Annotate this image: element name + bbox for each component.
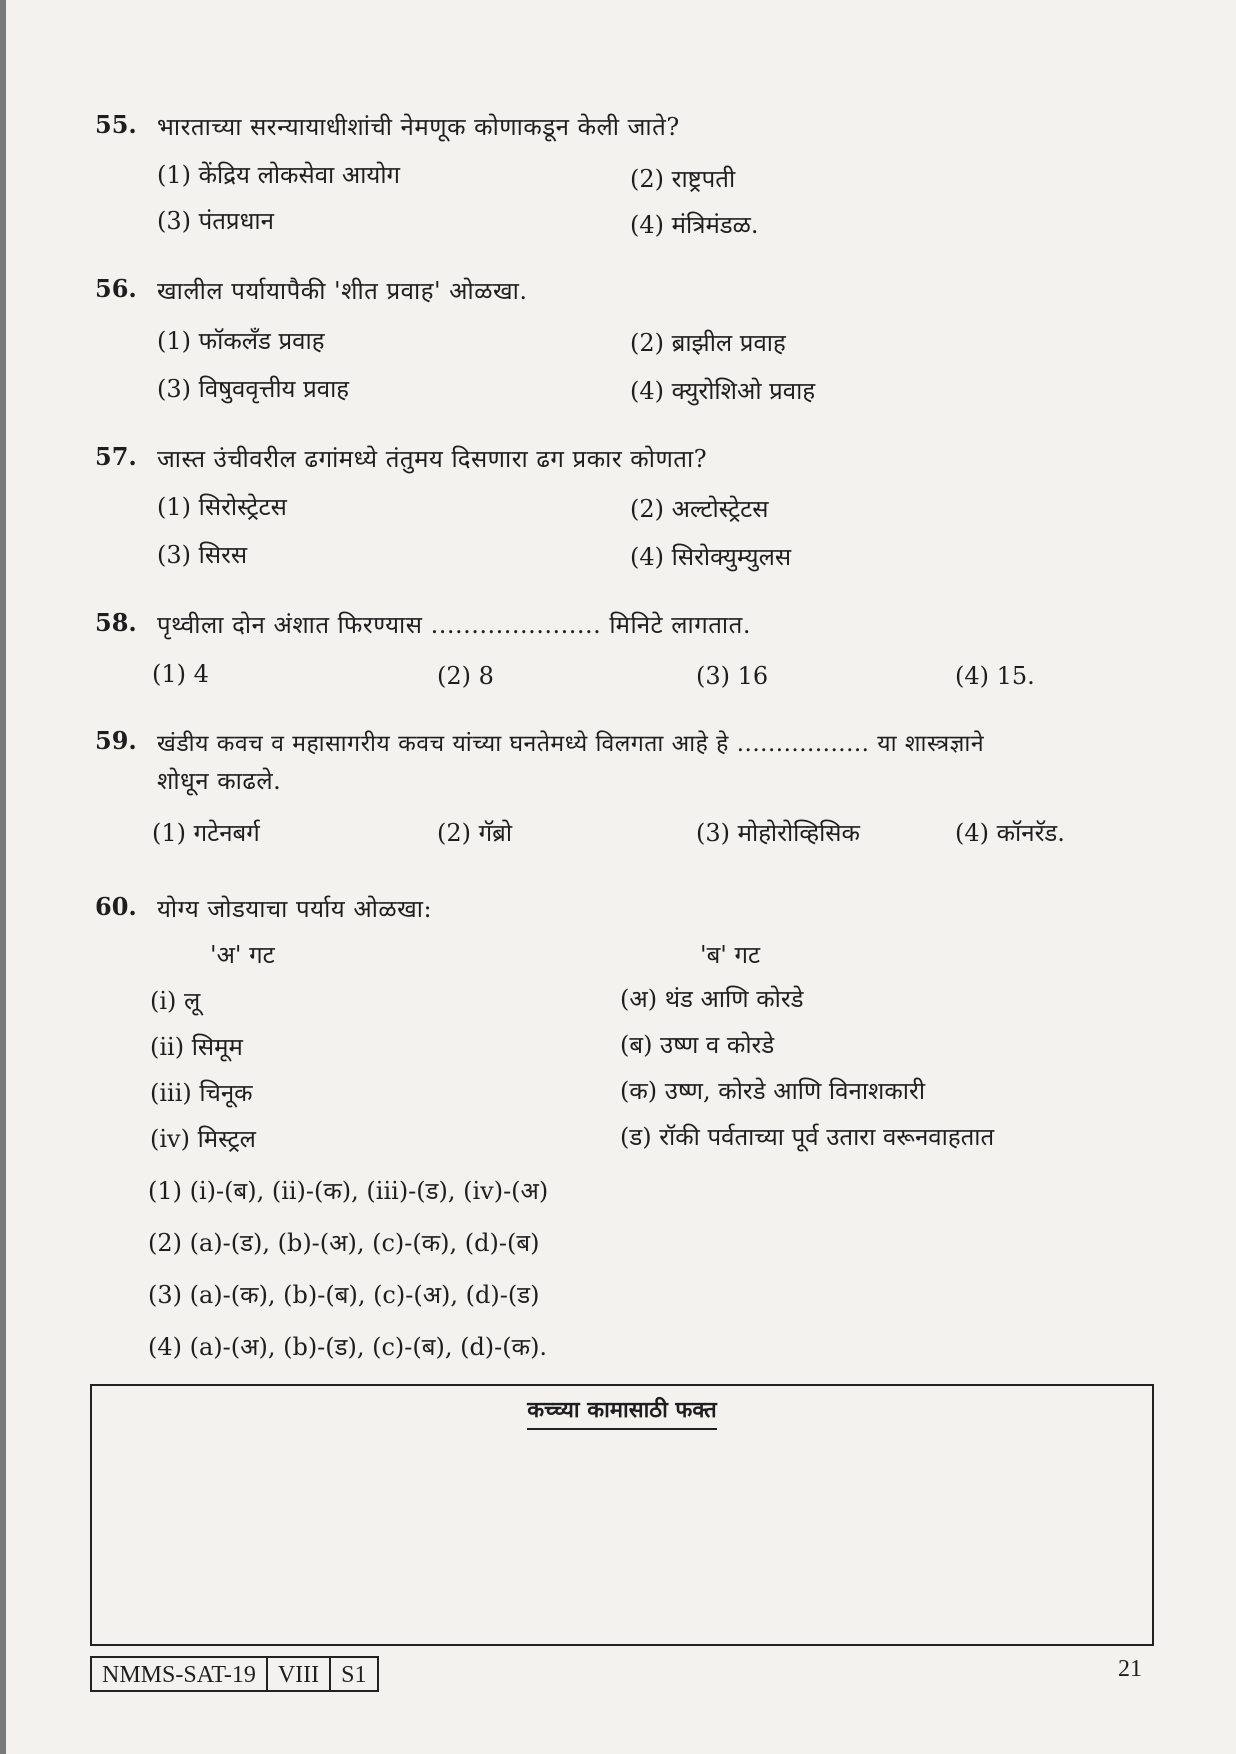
group-a-item-2: (ii) सिमूम	[150, 1033, 243, 1061]
question-58-number: 58.	[95, 608, 137, 637]
question-59-number: 59.	[95, 726, 137, 755]
rough-work-title: कच्च्या कामासाठी फक्त	[527, 1394, 716, 1430]
footer-code-box	[90, 1656, 379, 1692]
question-56-option-2: (2) ब्राझील प्रवाह	[630, 329, 786, 357]
question-55-option-1: (1) केंद्रिय लोकसेवा आयोग	[157, 161, 401, 189]
question-55-number: 55.	[95, 110, 137, 139]
question-60-option-4: (4) (a)-(अ), (b)-(ड), (c)-(ब), (d)-(क).	[148, 1333, 548, 1361]
group-b-item-2: (ब) उष्ण व कोरडे	[620, 1031, 775, 1059]
question-60-option-2: (2) (a)-(ड), (b)-(अ), (c)-(क), (d)-(ब)	[148, 1229, 540, 1257]
question-57-option-1: (1) सिरोस्ट्रेटस	[157, 493, 287, 521]
question-58-option-4: (4) 15.	[955, 662, 1035, 690]
group-b-item-3: (क) उष्ण, कोरडे आणि विनाशकारी	[620, 1077, 926, 1105]
group-b-item-1: (अ) थंड आणि कोरडे	[620, 985, 804, 1013]
question-55-text: भारताच्या सरन्यायाधीशांची नेमणूक कोणाकडून केली जाते?	[157, 113, 680, 141]
group-a-item-4: (iv) मिस्ट्रल	[150, 1125, 256, 1153]
question-58-option-1: (1) 4	[152, 660, 209, 688]
question-59-option-4: (4) कॉनरॅड.	[955, 819, 1065, 847]
question-57-text: जास्त उंचीवरील ढगांमध्ये तंतुमय दिसणारा ढग प्रकार कोणता?	[157, 445, 708, 473]
question-60-option-1: (1) (i)-(ब), (ii)-(क), (iii)-(ड), (iv)-(अ)	[148, 1177, 549, 1205]
question-60-text: योग्य जोडयाचा पर्याय ओळखा:	[157, 895, 433, 923]
question-56-option-4: (4) क्युरोशिओ प्रवाह	[630, 377, 816, 405]
page-number: 21	[1118, 1656, 1142, 1682]
question-60-option-3: (3) (a)-(क), (b)-(ब), (c)-(अ), (d)-(ड)	[148, 1281, 540, 1309]
group-b-item-4: (ड) रॉकी पर्वताच्या पूर्व उतारा वरूनवाहतात	[620, 1123, 995, 1151]
question-56-number: 56.	[95, 274, 137, 303]
question-55-option-3: (3) पंतप्रधान	[157, 207, 274, 235]
rough-work-box	[90, 1384, 1154, 1646]
footer-class: VIII	[268, 1658, 331, 1690]
group-a-title: 'अ' गट	[210, 941, 275, 969]
question-59-text: खंडीय कवच व महासागरीय कवच यांच्या घनतेमध्ये विलगता आहे हे ................. या शास्त्रज्ञाने	[157, 731, 985, 757]
question-58-text: पृथ्वीला दोन अंशात फिरण्यास ..................... मिनिटे लागतात.	[157, 611, 751, 639]
question-60-number: 60.	[95, 892, 137, 921]
question-59-text-line2: शोधून काढले.	[157, 767, 282, 795]
footer-exam-code: NMMS-SAT-19	[92, 1658, 268, 1690]
question-59-option-2: (2) गॅब्रो	[437, 819, 513, 847]
question-58-option-3: (3) 16	[696, 662, 769, 690]
question-56-text: खालील पर्यायापैकी 'शीत प्रवाह' ओळखा.	[157, 277, 528, 305]
question-57-option-2: (2) अल्टोस्ट्रेटस	[630, 495, 769, 523]
group-a-item-3: (iii) चिनूक	[150, 1079, 253, 1107]
question-57-number: 57.	[95, 442, 137, 471]
page-edge-shadow	[0, 0, 6, 1754]
question-55-option-4: (4) मंत्रिमंडळ.	[630, 211, 759, 239]
question-58-option-2: (2) 8	[437, 662, 494, 690]
group-b-title: 'ब' गट	[700, 941, 761, 969]
question-56-option-3: (3) विषुववृत्तीय प्रवाह	[157, 375, 350, 403]
question-56-option-1: (1) फॉकलँड प्रवाह	[157, 327, 325, 355]
question-55-option-2: (2) राष्ट्रपती	[630, 165, 736, 193]
question-59-option-3: (3) मोहोरोव्हिसिक	[696, 819, 860, 847]
group-a-item-1: (i) लू	[150, 987, 201, 1015]
question-57-option-4: (4) सिरोक्युम्युलस	[630, 543, 792, 571]
footer-set: S1	[341, 1662, 367, 1688]
question-59-option-1: (1) गटेनबर्ग	[152, 819, 260, 847]
question-57-option-3: (3) सिरस	[157, 541, 248, 569]
